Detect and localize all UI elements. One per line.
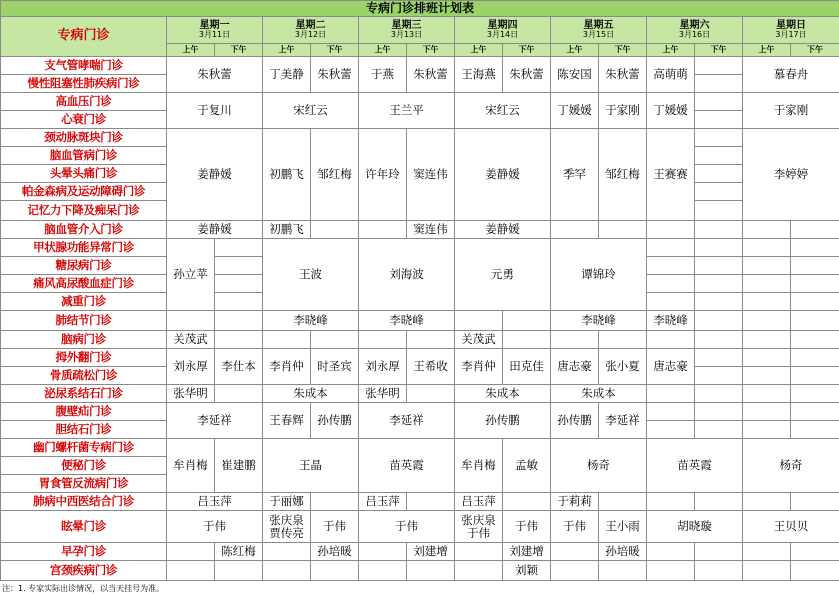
grid-cell-border bbox=[790, 542, 839, 561]
grid-cell-border bbox=[646, 420, 695, 439]
doctor-name: 王贝贝 bbox=[743, 511, 839, 542]
doctor-name: 王春辉 bbox=[263, 403, 310, 438]
grid-cell-border bbox=[694, 492, 743, 511]
doctor-name: 于家刚 bbox=[743, 93, 839, 128]
grid-cell-border bbox=[742, 560, 791, 581]
grid-cell-border bbox=[646, 274, 695, 293]
am-label: 上午 bbox=[167, 44, 214, 56]
doctor-name: 初鹏飞 bbox=[263, 221, 310, 238]
am-label: 上午 bbox=[743, 44, 790, 56]
doctor-name: 元勇 bbox=[455, 239, 550, 310]
grid-cell-border bbox=[694, 348, 743, 367]
doctor-name: 王兰平 bbox=[359, 93, 454, 128]
clinic-name: 慢性阻塞性肺疾病门诊 bbox=[1, 75, 166, 92]
doctor-name: 苗英霞 bbox=[359, 439, 454, 492]
doctor-name: 张小夏 bbox=[599, 349, 646, 384]
day-name: 星期五 bbox=[583, 19, 614, 31]
grid-cell-border bbox=[550, 560, 599, 581]
doctor-name: 张庆泉 于伟 bbox=[455, 511, 502, 542]
grid-cell-border bbox=[694, 200, 743, 221]
clinic-name: 骨质疏松门诊 bbox=[1, 367, 166, 384]
clinic-name: 高血压门诊 bbox=[1, 93, 166, 110]
am-label: 上午 bbox=[455, 44, 502, 56]
grid-cell-border bbox=[790, 330, 839, 349]
grid-cell-border bbox=[790, 492, 839, 511]
doctor-name: 吕玉萍 bbox=[167, 493, 262, 510]
doctor-name: 孙培暖 bbox=[311, 543, 358, 560]
doctor-name: 张庆泉 贾传亮 bbox=[263, 511, 310, 542]
doctor-name: 朱成本 bbox=[263, 385, 358, 402]
grid-cell-border bbox=[166, 310, 215, 331]
grid-cell-border bbox=[790, 220, 839, 239]
doctor-name: 李延祥 bbox=[167, 403, 262, 438]
doctor-name: 于伟 bbox=[167, 511, 262, 542]
grid-cell-border bbox=[262, 542, 311, 561]
day-header bbox=[647, 17, 742, 43]
grid-cell-border bbox=[790, 420, 839, 439]
grid-cell-border bbox=[742, 366, 791, 385]
day-date: 3月12日 bbox=[294, 30, 327, 40]
grid-cell-border bbox=[742, 420, 791, 439]
doctor-name: 季罕 bbox=[551, 129, 598, 220]
day-name: 星期一 bbox=[199, 19, 230, 31]
grid-cell-border bbox=[166, 560, 215, 581]
doctor-name: 丁媛媛 bbox=[647, 93, 694, 128]
doctor-name: 时圣宾 bbox=[311, 349, 358, 384]
clinic-name: 帕金森病及运动障碍门诊 bbox=[1, 183, 166, 200]
grid-cell-border bbox=[694, 402, 743, 421]
grid-cell-border bbox=[694, 542, 743, 561]
grid-cell-border bbox=[646, 402, 695, 421]
grid-cell-border bbox=[310, 492, 359, 511]
grid-cell-border bbox=[742, 542, 791, 561]
grid-cell-border bbox=[646, 330, 695, 349]
footnote: 注：1. 专家实际出诊情况，以当天挂号为准。 bbox=[2, 584, 165, 593]
grid-cell-border bbox=[742, 256, 791, 275]
doctor-name: 于伟 bbox=[503, 511, 550, 542]
grid-cell-border bbox=[646, 492, 695, 511]
am-label: 上午 bbox=[647, 44, 694, 56]
doctor-name: 初鹏飞 bbox=[263, 129, 310, 220]
clinic-name: 胆结石门诊 bbox=[1, 421, 166, 438]
doctor-name: 王晶 bbox=[263, 439, 358, 492]
grid-cell-border bbox=[310, 560, 359, 581]
grid-cell-border bbox=[694, 56, 743, 75]
grid-cell-border bbox=[214, 274, 263, 293]
clinic-name: 心衰门诊 bbox=[1, 111, 166, 128]
grid-cell-border bbox=[694, 366, 743, 385]
doctor-name: 李晓峰 bbox=[359, 311, 454, 330]
grid-cell-border bbox=[694, 384, 743, 403]
clinic-name: 记忆力下降及痴呆门诊 bbox=[1, 201, 166, 220]
grid-cell-border bbox=[790, 292, 839, 311]
clinic-name: 支气管哮喘门诊 bbox=[1, 57, 166, 74]
grid-cell-border bbox=[742, 330, 791, 349]
grid-cell-border bbox=[214, 256, 263, 275]
grid-cell-border bbox=[646, 560, 695, 581]
doctor-name: 李延祥 bbox=[359, 403, 454, 438]
grid-cell-border bbox=[454, 310, 503, 331]
grid-cell-border bbox=[550, 220, 599, 239]
doctor-name: 朱成本 bbox=[551, 385, 646, 402]
doctor-name: 张华明 bbox=[359, 385, 406, 402]
grid-cell-border bbox=[790, 560, 839, 581]
grid-cell-border bbox=[742, 348, 791, 367]
am-label: 上午 bbox=[263, 44, 310, 56]
grid-cell-border bbox=[598, 220, 647, 239]
doctor-name: 刘永厚 bbox=[359, 349, 406, 384]
pm-label: 下午 bbox=[407, 44, 454, 56]
doctor-name: 高萌萌 bbox=[647, 57, 694, 92]
grid-cell-border bbox=[502, 310, 551, 331]
doctor-name: 姜静媛 bbox=[455, 221, 550, 238]
doctor-name: 孙传鹏 bbox=[455, 403, 550, 438]
grid-cell-border bbox=[214, 292, 263, 311]
day-name: 星期四 bbox=[487, 19, 518, 31]
clinic-name: 腹壁疝门诊 bbox=[1, 403, 166, 420]
doctor-name: 刘永厚 bbox=[167, 349, 214, 384]
doctor-name: 朱秋蕾 bbox=[311, 57, 358, 92]
doctor-name: 苗英霞 bbox=[647, 439, 742, 492]
day-header bbox=[263, 17, 358, 43]
grid-cell-border bbox=[742, 292, 791, 311]
grid-cell-border bbox=[550, 330, 599, 349]
day-date: 3月14日 bbox=[486, 30, 519, 40]
clinic-name: 便秘门诊 bbox=[1, 457, 166, 474]
grid-cell-border bbox=[214, 330, 263, 349]
doctor-name: 张华明 bbox=[167, 385, 214, 402]
grid-cell-border bbox=[790, 348, 839, 367]
doctor-name: 朱秋蕾 bbox=[503, 57, 550, 92]
grid-cell-border bbox=[742, 220, 791, 239]
grid-cell-border bbox=[694, 110, 743, 129]
grid-cell-border bbox=[406, 560, 455, 581]
grid-cell-border bbox=[790, 310, 839, 331]
grid-cell-border bbox=[694, 128, 743, 147]
doctor-name: 李仕本 bbox=[215, 349, 262, 384]
grid-cell-border bbox=[646, 384, 695, 403]
day-date: 3月17日 bbox=[775, 30, 807, 40]
doctor-name: 姜静媛 bbox=[455, 129, 550, 220]
doctor-name: 王赛赛 bbox=[647, 129, 694, 220]
grid-cell-border bbox=[358, 560, 407, 581]
clinic-name: 宫颈疾病门诊 bbox=[1, 561, 166, 580]
grid-cell-border bbox=[742, 402, 791, 421]
day-name: 星期三 bbox=[391, 19, 422, 31]
clinic-name: 脑病门诊 bbox=[1, 331, 166, 348]
doctor-name: 王希收 bbox=[407, 349, 454, 384]
grid-cell-border bbox=[214, 560, 263, 581]
day-name: 星期六 bbox=[679, 19, 710, 31]
grid-cell-border bbox=[646, 256, 695, 275]
grid-cell-border bbox=[454, 560, 503, 581]
grid-cell-border bbox=[646, 220, 695, 239]
grid-cell-border bbox=[694, 330, 743, 349]
grid-cell-border bbox=[262, 330, 311, 349]
clinic-name: 泌尿系结石门诊 bbox=[1, 385, 166, 402]
doctor-name: 姜静媛 bbox=[167, 221, 262, 238]
clinic-name: 幽门螺杆菌专病门诊 bbox=[1, 439, 166, 456]
doctor-name: 李婷婷 bbox=[743, 129, 839, 220]
pm-label: 下午 bbox=[695, 44, 742, 56]
pm-label: 下午 bbox=[503, 44, 550, 56]
grid-cell-border bbox=[406, 384, 455, 403]
table-title: 专病门诊排班计划表 bbox=[1, 1, 839, 16]
grid-cell-border bbox=[598, 560, 647, 581]
doctor-name: 邹红梅 bbox=[311, 129, 358, 220]
grid-cell-border bbox=[742, 384, 791, 403]
doctor-name: 李肖仲 bbox=[263, 349, 310, 384]
day-date: 3月16日 bbox=[678, 30, 711, 40]
grid-cell-border bbox=[406, 330, 455, 349]
doctor-name: 于伟 bbox=[551, 511, 598, 542]
grid-cell-border bbox=[790, 384, 839, 403]
grid-cell-border bbox=[646, 238, 695, 257]
doctor-name: 于复川 bbox=[167, 93, 262, 128]
doctor-name: 田克佳 bbox=[503, 349, 550, 384]
grid-cell-border bbox=[598, 492, 647, 511]
grid-cell-border bbox=[262, 560, 311, 581]
doctor-name: 窦连伟 bbox=[407, 221, 454, 238]
doctor-name: 朱秋蕾 bbox=[599, 57, 646, 92]
doctor-name: 吕玉萍 bbox=[455, 493, 502, 510]
grid-cell-border bbox=[742, 310, 791, 331]
doctor-name: 牟肖梅 bbox=[455, 439, 502, 492]
doctor-name: 杨奇 bbox=[743, 439, 839, 492]
doctor-name: 于伟 bbox=[311, 511, 358, 542]
doctor-name: 李肖仲 bbox=[455, 349, 502, 384]
am-label: 上午 bbox=[359, 44, 406, 56]
grid-cell-border bbox=[694, 274, 743, 293]
doctor-name: 李晓峰 bbox=[647, 311, 694, 330]
doctor-name: 孟敏 bbox=[503, 439, 550, 492]
pm-label: 下午 bbox=[599, 44, 646, 56]
grid-cell-border bbox=[502, 330, 551, 349]
doctor-name: 胡晓璇 bbox=[647, 511, 742, 542]
doctor-name: 刘海波 bbox=[359, 239, 454, 310]
clinic-name: 胃食管反流病门诊 bbox=[1, 475, 166, 492]
doctor-name: 朱成本 bbox=[455, 385, 550, 402]
clinic-name: 脑血管病门诊 bbox=[1, 147, 166, 164]
corner-label: 专病门诊 bbox=[1, 17, 166, 56]
grid-cell-border bbox=[214, 384, 263, 403]
clinic-name: 减重门诊 bbox=[1, 293, 166, 310]
clinic-name: 眩晕门诊 bbox=[1, 511, 166, 542]
clinic-name: 糖尿病门诊 bbox=[1, 257, 166, 274]
clinic-name: 早孕门诊 bbox=[1, 543, 166, 560]
doctor-name: 孙传鹏 bbox=[311, 403, 358, 438]
grid-cell-border bbox=[214, 238, 263, 257]
day-date: 3月15日 bbox=[582, 30, 615, 40]
doctor-name: 吕玉萍 bbox=[359, 493, 406, 510]
clinic-name: 拇外翻门诊 bbox=[1, 349, 166, 366]
doctor-name: 杨奇 bbox=[551, 439, 646, 492]
grid-cell-border bbox=[646, 292, 695, 311]
doctor-name: 关茂武 bbox=[167, 331, 214, 348]
grid-cell-border bbox=[310, 220, 359, 239]
doctor-name: 孙培暖 bbox=[599, 543, 646, 560]
doctor-name: 朱秋蕾 bbox=[407, 57, 454, 92]
doctor-name: 王小雨 bbox=[599, 511, 646, 542]
day-header bbox=[455, 17, 550, 43]
doctor-name: 宋红云 bbox=[455, 93, 550, 128]
grid-cell-border bbox=[166, 542, 215, 561]
grid-cell-border bbox=[406, 492, 455, 511]
grid-cell-border bbox=[358, 220, 407, 239]
doctor-name: 陈红梅 bbox=[215, 543, 262, 560]
grid-cell-border bbox=[742, 492, 791, 511]
grid-cell-border bbox=[694, 238, 743, 257]
doctor-name: 李晓峰 bbox=[551, 311, 646, 330]
doctor-name: 于莉莉 bbox=[551, 493, 598, 510]
grid-cell-border bbox=[790, 274, 839, 293]
doctor-name: 于丽娜 bbox=[263, 493, 310, 510]
day-header bbox=[359, 17, 454, 43]
doctor-name: 孙传鹏 bbox=[551, 403, 598, 438]
grid-cell-border bbox=[790, 402, 839, 421]
doctor-name: 唐志豪 bbox=[551, 349, 598, 384]
clinic-name: 头晕头痛门诊 bbox=[1, 165, 166, 182]
grid-cell-border bbox=[694, 292, 743, 311]
pm-label: 下午 bbox=[215, 44, 262, 56]
grid-cell-border bbox=[742, 238, 791, 257]
doctor-name: 丁媛媛 bbox=[551, 93, 598, 128]
clinic-name: 颈动脉斑块门诊 bbox=[1, 129, 166, 146]
grid-cell-border bbox=[454, 542, 503, 561]
clinic-name: 肺结节门诊 bbox=[1, 311, 166, 330]
doctor-name: 朱秋蕾 bbox=[167, 57, 262, 92]
doctor-name: 王波 bbox=[263, 239, 358, 310]
doctor-name: 姜静媛 bbox=[167, 129, 262, 220]
doctor-name: 牟肖梅 bbox=[167, 439, 214, 492]
grid-cell-border bbox=[598, 330, 647, 349]
day-date: 3月13日 bbox=[390, 30, 423, 40]
day-header bbox=[167, 17, 262, 43]
doctor-name: 刘颖 bbox=[503, 561, 550, 580]
day-name: 星期日 bbox=[776, 19, 806, 31]
grid-cell-border bbox=[694, 220, 743, 239]
grid-cell-border bbox=[694, 256, 743, 275]
day-date: 3月11日 bbox=[198, 30, 231, 40]
grid-cell-border bbox=[694, 146, 743, 165]
pm-label: 下午 bbox=[311, 44, 358, 56]
doctor-name: 李延祥 bbox=[599, 403, 646, 438]
clinic-name: 痛风高尿酸血症门诊 bbox=[1, 275, 166, 292]
doctor-name: 王海燕 bbox=[455, 57, 502, 92]
grid-cell-border bbox=[550, 542, 599, 561]
day-header bbox=[551, 17, 646, 43]
grid-cell-border bbox=[646, 542, 695, 561]
grid-cell-border bbox=[310, 330, 359, 349]
am-label: 上午 bbox=[551, 44, 598, 56]
doctor-name: 崔建鹏 bbox=[215, 439, 262, 492]
grid-cell-border bbox=[694, 310, 743, 331]
grid-cell-border bbox=[502, 492, 551, 511]
grid-cell-border bbox=[790, 256, 839, 275]
clinic-name: 甲状腺功能异常门诊 bbox=[1, 239, 166, 256]
doctor-name: 许年玲 bbox=[359, 129, 406, 220]
doctor-name: 窦连伟 bbox=[407, 129, 454, 220]
doctor-name: 关茂武 bbox=[455, 331, 502, 348]
pm-label: 下午 bbox=[791, 44, 839, 56]
doctor-name: 刘建增 bbox=[407, 543, 454, 560]
doctor-name: 于家刚 bbox=[599, 93, 646, 128]
grid-cell-border bbox=[694, 164, 743, 183]
grid-cell-border bbox=[694, 420, 743, 439]
clinic-name: 肺病中西医结合门诊 bbox=[1, 493, 166, 510]
doctor-name: 丁美静 bbox=[263, 57, 310, 92]
doctor-name: 刘建增 bbox=[503, 543, 550, 560]
grid-cell-border bbox=[694, 92, 743, 111]
doctor-name: 宋红云 bbox=[263, 93, 358, 128]
doctor-name: 孙立苹 bbox=[167, 239, 214, 310]
day-name: 星期二 bbox=[295, 19, 326, 31]
doctor-name: 邹红梅 bbox=[599, 129, 646, 220]
doctor-name: 谭锦玲 bbox=[551, 239, 646, 310]
doctor-name: 李晓峰 bbox=[263, 311, 358, 330]
grid-cell-border bbox=[358, 542, 407, 561]
clinic-name: 脑血管介入门诊 bbox=[1, 221, 166, 238]
doctor-name: 唐志豪 bbox=[647, 349, 694, 384]
day-header bbox=[743, 17, 839, 43]
grid-cell-border bbox=[694, 182, 743, 201]
doctor-name: 陈安国 bbox=[551, 57, 598, 92]
grid-cell-border bbox=[742, 274, 791, 293]
doctor-name: 慕春舟 bbox=[743, 57, 839, 92]
doctor-name: 于燕 bbox=[359, 57, 406, 92]
grid-cell-border bbox=[790, 366, 839, 385]
doctor-name: 于伟 bbox=[359, 511, 454, 542]
grid-cell-border bbox=[358, 330, 407, 349]
grid-cell-border bbox=[790, 238, 839, 257]
grid-cell-border bbox=[214, 310, 263, 331]
grid-cell-border bbox=[694, 74, 743, 93]
grid-cell-border bbox=[694, 560, 743, 581]
